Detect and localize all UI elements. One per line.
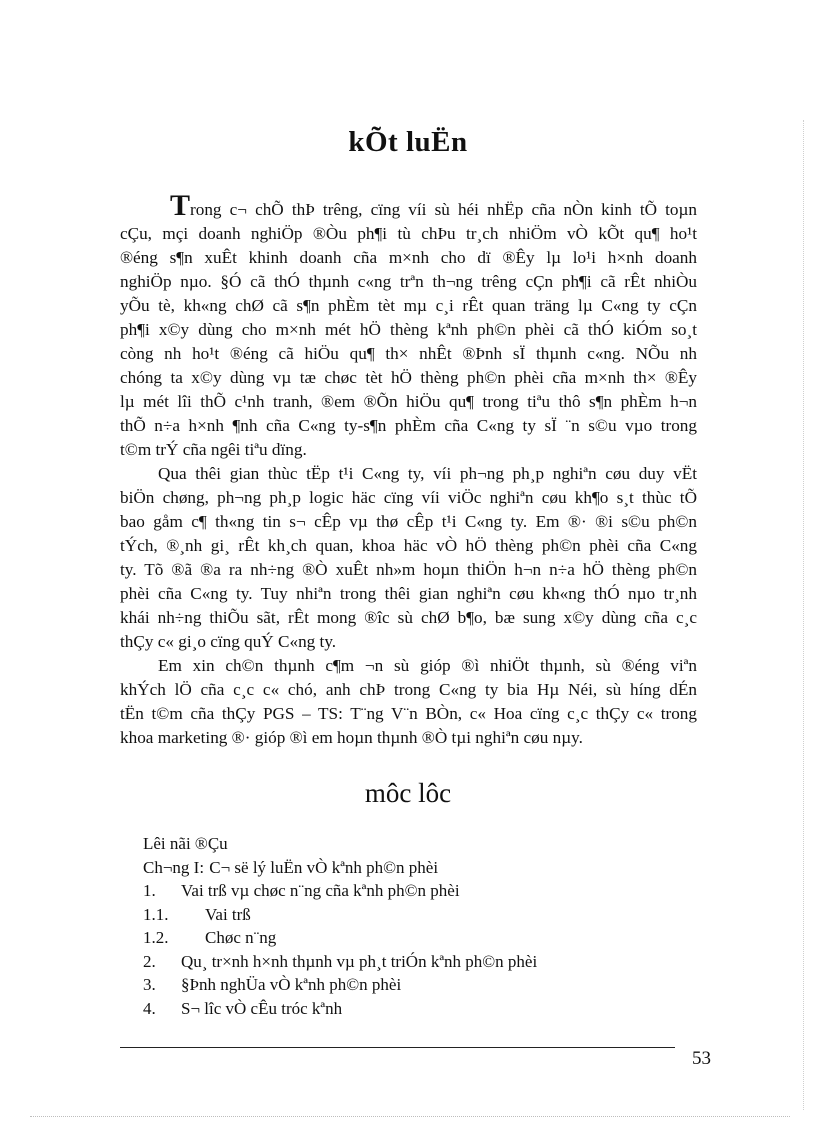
toc-item [143,832,537,856]
page-number: 53 [692,1048,711,1069]
toc-item-label: §Þnh nghÜa vÒ kªnh ph©n phèi [181,975,402,994]
toc-item-number: 2. [143,951,156,971]
text-line: Qua thêi gian thùc tËp t¹i C«ng ty, víi ph¬ng ph¸p nghiªn cøu duy vËt [158,464,697,483]
toc-title: môc lôc [364,778,452,808]
page-side-dotted-border [803,120,804,1110]
text-line: khái nh÷ng thiÕu sãt, rÊt mong ®îc sù chØ b¶o, bæ sung x©y dùng cña c¸c [120,608,697,627]
text-line: ph¶i x©y dùng cho m×nh mét hÖ thèng kªnh ph©n phèi cã thÓ kiÓm so¸t [120,320,697,339]
toc-item-number: 1.2. [143,928,169,947]
toc-item [143,879,537,903]
text-line: bao gåm c¶ th«ng tin s¬ cÊp vµ thø cÊp t¹i C«ng ty. Em ®· ®i s©u ph©n [120,512,697,531]
text-line: Em xin ch©n thµnh c¶m ¬n sù gióp ®ì nhiÖt thµnh, sù ®éng viªn [158,656,697,675]
toc-item-number: Ch¬ng I: [143,857,205,877]
toc-item [143,973,537,997]
text-line: nghiÖp nµo. §Ó cã thÓ thµnh c«ng trªn th¬ng trêng cÇn ph¶i cã rÊt nhiÒu [120,272,697,291]
text-line: lµ mét lîi thÕ c¹nh tranh, ®em ®Õn hiÖu qu¶ trong tiªu thô s¶n phÈm h¬n [120,392,697,411]
text-line: khÝch lÖ cña c¸c c« chó, anh chÞ trong C«ng ty bia Hµ Néi, sù híng dÉn [120,680,697,699]
toc-item-label: Vai trß vµ chøc n¨ng cña kªnh ph©n phèi [181,881,460,900]
conclusion-paragraph-1 [120,189,697,462]
toc-item [143,856,537,880]
text-line: ®éng s¶n xuÊt khinh doanh cña m×nh cho dï ®Êy lµ lo¹i h×nh doanh [120,248,697,267]
toc-item-number: 4. [143,998,156,1018]
text-line: phèi cña C«ng ty. Tuy nhiªn trong thêi gian nghiªn cøu kh«ng thÓ nµo tr¸nh [120,584,697,603]
page-edge-dotted-border [30,1116,790,1117]
text-line: thÇy c« gi¸o cïng quÝ C«ng ty. [120,632,337,651]
toc-item [143,950,537,974]
toc-item-number: 1.1. [143,904,169,924]
toc-item-number: 1. [143,881,156,900]
toc-item-number: 3. [143,975,156,994]
text-line: tËn t©m cña thÇy PGS – TS: T¨ng V¨n BÒn, c« Hoa cïng c¸c thÇy c« trong [120,704,697,723]
toc-item [143,997,537,1021]
text-line: còng nh ho¹t ®éng cã hiÖu qu¶ th× nhÊt ®Þnh sÏ thµnh c«ng. NÕu nh [120,344,697,363]
toc-item-label: Chøc n¨ng [205,928,277,947]
text-line: tÝch, ®¸nh gi¸ rÊt kh¸ch quan, khoa häc vÒ hÖ thèng ph©n phèi cña C«ng [120,536,697,555]
text-line: cÇu, mçi doanh nghiÖp ®Òu ph¶i tù chÞu tr¸ch nhiÖm vÒ kÕt qu¶ ho¹t [120,224,697,243]
text-line: t©m trÝ cña ngêi tiªu dïng. [120,440,307,459]
toc-item-label: Lêi nãi ®Çu [143,834,228,853]
toc-item-label: S¬ lîc vÒ cÊu tróc kªnh [181,998,343,1018]
page-title: kÕt luËn [348,126,468,158]
conclusion-paragraph-2 [120,462,697,654]
text-line: ty. Tõ ®ã ®a ra nh÷ng ®Ò xuÊt nh»m hoµn thiÖn h¬n n÷a hÖ thèng ph©n [120,560,697,579]
toc-item-label: C¬ së lý luËn vÒ kªnh ph©n phèi [209,857,439,877]
table-of-contents [143,832,537,1020]
drop-cap: T [170,189,191,222]
footer-rule [120,1047,675,1048]
conclusion-body [120,189,697,750]
text-line: yÕu tè, kh«ng chØ cã s¶n phÈm tèt mµ c¸i rÊt quan träng lµ C«ng ty cÇn [120,296,697,315]
text-line: chóng ta x©y dùng vµ tæ chøc tèt hÖ thèng ph©n phèi cña m×nh th× ®Êy [120,368,697,387]
text-line: thÕ n÷a h×nh ¶nh cña C«ng ty-s¶n phÈm cña C«ng ty sÏ ¨n s©u vµo trong [120,416,697,435]
text-line: Trong c¬ chÕ thÞ trêng, cïng víi sù héi nhËp cña nÒn kinh tÕ toµn [170,189,697,222]
text-line: biÖn chøng, ph¬ng ph¸p logic häc cïng víi viÖc nghiªn cøu kh¶o s¸t thùc tÕ [120,488,697,507]
toc-item-label: Vai trß [205,904,251,924]
conclusion-paragraph-3 [120,654,697,750]
toc-item [143,903,537,927]
text-line: khoa marketing ®· gióp ®ì em hoµn thµnh ®Ò tµi nghiªn cøu nµy. [120,728,583,747]
toc-item [143,926,537,950]
toc-item-label: Qu¸ tr×nh h×nh thµnh vµ ph¸t triÓn kªnh ph©n phèi [181,951,538,971]
